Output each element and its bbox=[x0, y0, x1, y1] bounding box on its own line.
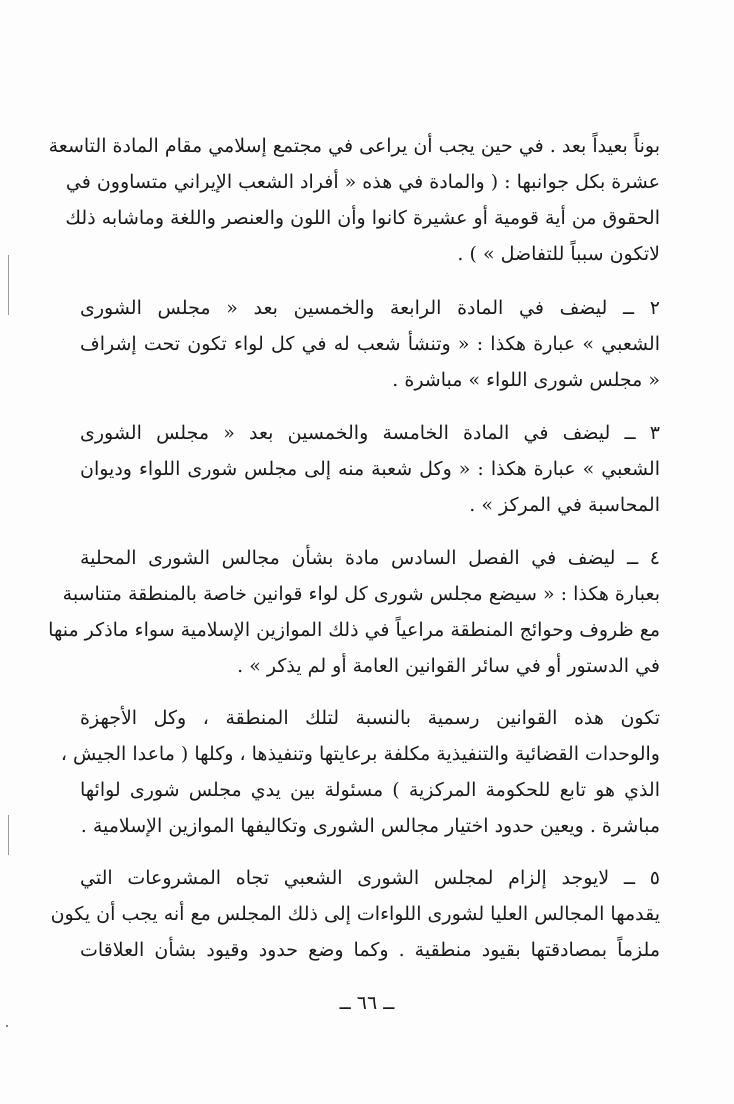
paragraph-6 bbox=[50, 860, 660, 968]
margin-scan-line bbox=[8, 815, 9, 855]
text-line: بعبارة هكذا : « سيضع مجلس شورى كل لواء قوانين خاصة بالمنطقة متناسبة bbox=[62, 583, 660, 605]
page-number: ــ ٦٦ ــ bbox=[339, 992, 395, 1014]
text-line: الذي هو تابع للحكومة المركزية ) مسئولة بين يدي مجلس شورى لوائها bbox=[80, 779, 660, 801]
text-line: « مجلس شورى اللواء » مباشرة . bbox=[392, 369, 660, 391]
paragraph-2 bbox=[80, 290, 660, 398]
text-line: الشعبي » عبارة هكذا : « وكل شعبة منه إلى مجلس شورى اللواء وديوان bbox=[80, 458, 660, 480]
text-line: تكون هذه القوانين رسمية بالنسبة لتلك المنطقة ، وكل الأجهزة bbox=[80, 707, 660, 729]
text-line: الحقوق من أية قومية أو عشيرة كانوا وأن اللون والعنصر واللغة وماشابه ذلك bbox=[65, 207, 660, 229]
paragraph-1 bbox=[48, 128, 660, 272]
scan-speck bbox=[6, 1025, 8, 1027]
text-line: يقدمها المجالس العليا لشورى اللواءات إلى ذلك المجلس مع أنه يجب أن يكون bbox=[50, 903, 660, 925]
text-line: والوحدات القضائية والتنفيذية مكلفة برعايتها وتنفيذها ، وكلها ( ماعدا الجيش ، bbox=[60, 743, 660, 765]
text-line: ٥ ــ لايوجد إلزام لمجلس الشورى الشعبي تجاه المشروعات التي bbox=[80, 867, 660, 889]
margin-scan-line bbox=[8, 255, 9, 315]
text-line: الشعبي » عبارة هكذا : « وتنشأ شعب له في كل لواء تكون تحت إشراف bbox=[80, 333, 660, 355]
paragraph-5 bbox=[60, 700, 660, 844]
text-line: المحاسبة في المركز » . bbox=[469, 494, 660, 516]
text-line: ٢ ــ ليضف في المادة الرابعة والخمسين بعد « مجلس الشورى bbox=[80, 297, 660, 319]
text-line: عشرة بكل جوانبها : ( والمادة في هذه « أفراد الشعب الإيراني متساوون في bbox=[65, 171, 660, 193]
text-line: مباشرة . ويعين حدود اختيار مجالس الشورى وتكاليفها الموازين الإسلامية . bbox=[80, 815, 660, 837]
text-line: لاتكون سبباً للتفاضل » ) . bbox=[457, 243, 660, 265]
paragraph-4 bbox=[48, 540, 660, 684]
text-line: ٤ ــ ليضف في الفصل السادس مادة بشأن مجالس الشورى المحلية bbox=[80, 547, 660, 569]
paragraph-3 bbox=[80, 415, 660, 523]
text-line: ٣ ــ ليضف في المادة الخامسة والخمسين بعد « مجلس الشورى bbox=[80, 422, 660, 444]
text-line: ملزماً بمصادقتها بقيود منطقية . وكما وضع حدود وقيود بشأن العلاقات bbox=[80, 939, 660, 961]
text-line: مع ظروف وحوائج المنطقة مراعياً في ذلك الموازين الإسلامية سواء ماذكر منها bbox=[48, 619, 660, 641]
text-line: بوناً بعيداً بعد . في حين يجب أن يراعى في مجتمع إسلامي مقام المادة التاسعة bbox=[48, 135, 660, 157]
text-line: في الدستور أو في سائر القوانين العامة أو لم يذكر » . bbox=[237, 655, 660, 677]
